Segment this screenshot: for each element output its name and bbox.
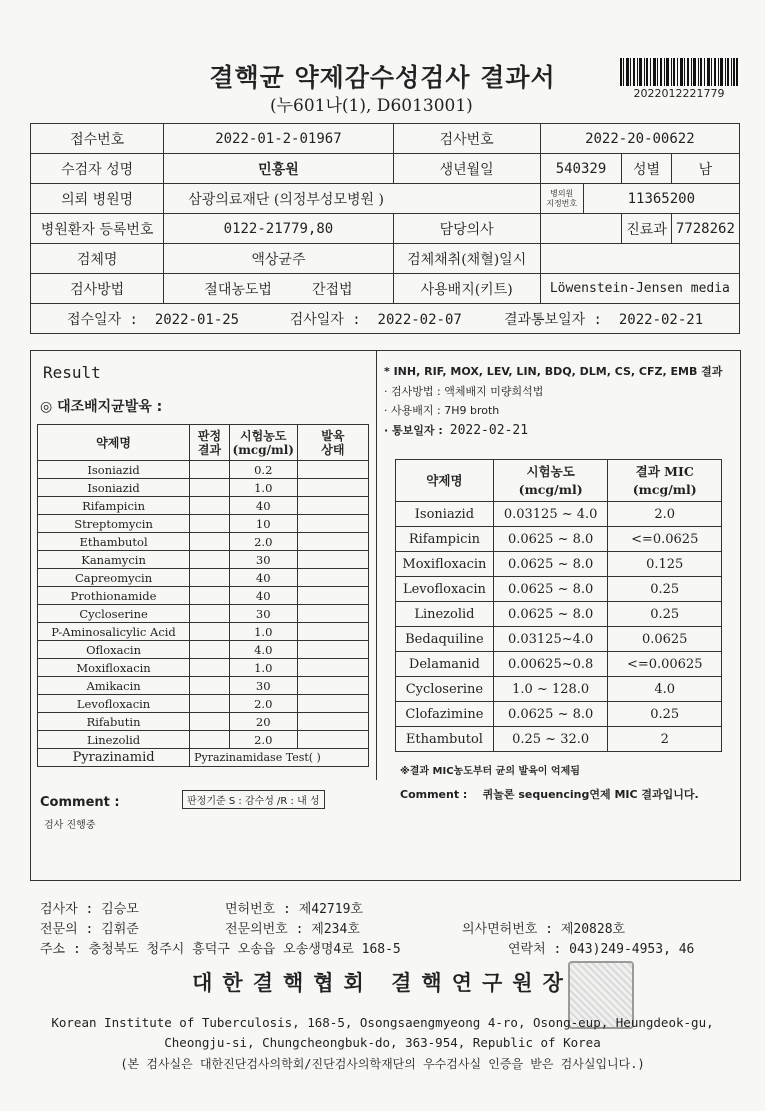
table-row: Capreomycin 40	[38, 569, 369, 587]
certification-note: (본 검사실은 대한진단검사의학회/진단검사의학재단의 우수검사실 인증을 받은 검사실입니다.)	[120, 1057, 645, 1071]
specialist-row: 전문의 : 김휘준	[40, 922, 139, 937]
media-label: 사용배지(키트)	[393, 274, 540, 304]
absolute-concentration-table	[37, 424, 369, 767]
table-row: Isoniazid 0.2	[38, 461, 369, 479]
table-row: Ofloxacin 4.0	[38, 641, 369, 659]
patient-name: 민흥원	[164, 154, 393, 184]
left-comment-label: Comment :	[40, 795, 120, 810]
specialist-no-row: 전문의번호 : 제234호	[225, 922, 360, 937]
mic-test-info	[384, 362, 734, 440]
table-row: Kanamycin 30	[38, 551, 369, 569]
method-value: 절대농도법 간접법	[164, 274, 393, 304]
table-row: Isoniazid 0.03125 ~ 4.0 2.0	[396, 502, 722, 527]
table-row: Bedaquiline 0.03125~4.0 0.0625	[396, 627, 722, 652]
table-row: Streptomycin 10	[38, 515, 369, 533]
table-row: Moxifloxacin 0.0625 ~ 8.0 0.125	[396, 552, 722, 577]
pyrazinamid-label: Pyrazinamid	[38, 749, 190, 767]
table-row: Rifampicin 0.0625 ~ 8.0 <=0.0625	[396, 527, 722, 552]
table-row	[38, 749, 369, 767]
reception-no-label: 접수번호	[31, 124, 164, 154]
right-comment: Comment : 퀴놀론 sequencing연제 MIC 결과입니다.	[400, 788, 699, 801]
method-label: 검사방법	[31, 274, 164, 304]
dept-label: 진료과	[622, 214, 672, 244]
doctor-name	[540, 214, 621, 244]
mic-col-result: 결과 MIC (mcg/ml)	[608, 460, 722, 502]
specimen-label: 검체명	[31, 244, 164, 274]
col-judge: 판정 결과	[190, 425, 230, 461]
mic-note: ※결과 MIC농도부터 균의 발육이 억제됨	[400, 766, 580, 777]
mic-col-drug: 약제명	[396, 460, 494, 502]
col-drug: 약제명	[38, 425, 190, 461]
table-row: Clofazimine 0.0625 ~ 8.0 0.25	[396, 702, 722, 727]
institute-address-1: Korean Institute of Tuberculosis, 168-5, Osongsaengmyeong 4-ro, Osong-eup, Heungdeok-gu,	[51, 1015, 714, 1030]
institute-name: 대한결핵협회 결핵연구원장	[192, 970, 573, 995]
control-growth-label: ◎ 대조배지균발육 :	[40, 399, 163, 415]
test-no: 2022-20-00622	[540, 124, 739, 154]
mic-table	[395, 459, 722, 752]
dates-row: 접수일자 : 2022-01-25 검사일자 : 2022-02-07 결과통보일자 : 2022-02-21	[31, 304, 740, 334]
mic-report-date: · 통보일자 : 2022-02-21	[384, 422, 529, 438]
collection-label: 검체채취(채혈)일시	[393, 244, 540, 274]
table-row: Isoniazid 1.0	[38, 479, 369, 497]
hospital-label: 의뢰 병원명	[31, 184, 164, 214]
table-row: Rifabutin 20	[38, 713, 369, 731]
mic-media: · 사용배지 : 7H9 broth	[384, 404, 500, 417]
col-conc: 시험농도 (mcg/ml)	[229, 425, 297, 461]
sex: 남	[671, 154, 739, 184]
table-row: Ethambutol 2.0	[38, 533, 369, 551]
address-row: 주소 : 충청북도 청주시 흥덕구 오송읍 오송생명4로 168-5	[40, 942, 401, 957]
barcode-number: 2022012221779	[633, 87, 725, 100]
table-row: Levofloxacin 0.0625 ~ 8.0 0.25	[396, 577, 722, 602]
birth-date: 540329	[540, 154, 621, 184]
table-row: Levofloxacin 2.0	[38, 695, 369, 713]
table-row: Moxifloxacin 1.0	[38, 659, 369, 677]
dept-value: 7728262	[671, 214, 739, 244]
table-row: Rifampicin 40	[38, 497, 369, 515]
table-row: P-Aminosalicylic Acid 1.0	[38, 623, 369, 641]
document-title: 결핵균 약제감수성검사 결과서	[209, 63, 556, 92]
judgement-criteria: 판정기준 S : 감수성 /R : 내 성	[182, 790, 325, 809]
table-row: Prothionamide 40	[38, 587, 369, 605]
hospital-code: 11365200	[583, 184, 739, 214]
doctor-license-row: 의사면허번호 : 제20828호	[462, 922, 626, 937]
hospital-code-label: 병의원 지정번호	[540, 184, 583, 214]
table-row: Linezolid 0.0625 ~ 8.0 0.25	[396, 602, 722, 627]
tester-row: 검사자 : 김승모	[40, 902, 139, 917]
test-no-label: 검사번호	[393, 124, 540, 154]
table-row: Cycloserine 30	[38, 605, 369, 623]
result-heading: Result	[43, 363, 101, 382]
contact-row: 연락처 : 043)249-4953, 46	[508, 942, 695, 957]
hospital-name: 삼광의료재단 (의정부성모병원 )	[164, 184, 540, 214]
mic-col-conc: 시험농도 (mcg/ml)	[493, 460, 608, 502]
table-row: Delamanid 0.00625~0.8 <=0.00625	[396, 652, 722, 677]
birth-label: 생년월일	[393, 154, 540, 184]
table-row: Linezolid 2.0	[38, 731, 369, 749]
license-row: 면허번호 : 제42719호	[225, 902, 363, 917]
barcode	[620, 58, 738, 86]
specimen: 액상균주	[164, 244, 393, 274]
patient-info-table	[30, 123, 740, 334]
pyrazinamidase-test: Pyrazinamidase Test( )	[190, 749, 369, 767]
patient-reg-no: 0122-21779,80	[164, 214, 393, 244]
patient-reg-label: 병원환자 등록번호	[31, 214, 164, 244]
media-value: Löwenstein-Jensen media	[540, 274, 739, 304]
left-comment-text: 검사 진행중	[44, 820, 96, 831]
sex-label: 성별	[622, 154, 672, 184]
tested-drug-list: * INH, RIF, MOX, LEV, LIN, BDQ, DLM, CS, CFZ, EMB 결과	[384, 365, 723, 378]
document-code: (누601나(1), D6013001)	[270, 96, 473, 116]
col-growth: 발육 상태	[297, 425, 368, 461]
table-row: Cycloserine 1.0 ~ 128.0 4.0	[396, 677, 722, 702]
doctor-label: 담당의사	[393, 214, 540, 244]
institute-address-2: Cheongju-si, Chungcheongbuk-do, 363-954, Republic of Korea	[164, 1035, 601, 1050]
reception-no: 2022-01-2-01967	[164, 124, 393, 154]
result-divider	[376, 350, 378, 780]
collection-time	[540, 244, 739, 274]
patient-name-label: 수검자 성명	[31, 154, 164, 184]
table-row: Amikacin 30	[38, 677, 369, 695]
table-row: Ethambutol 0.25 ~ 32.0 2	[396, 727, 722, 752]
mic-method: · 검사방법 : 액체배지 미량희석법	[384, 384, 544, 398]
